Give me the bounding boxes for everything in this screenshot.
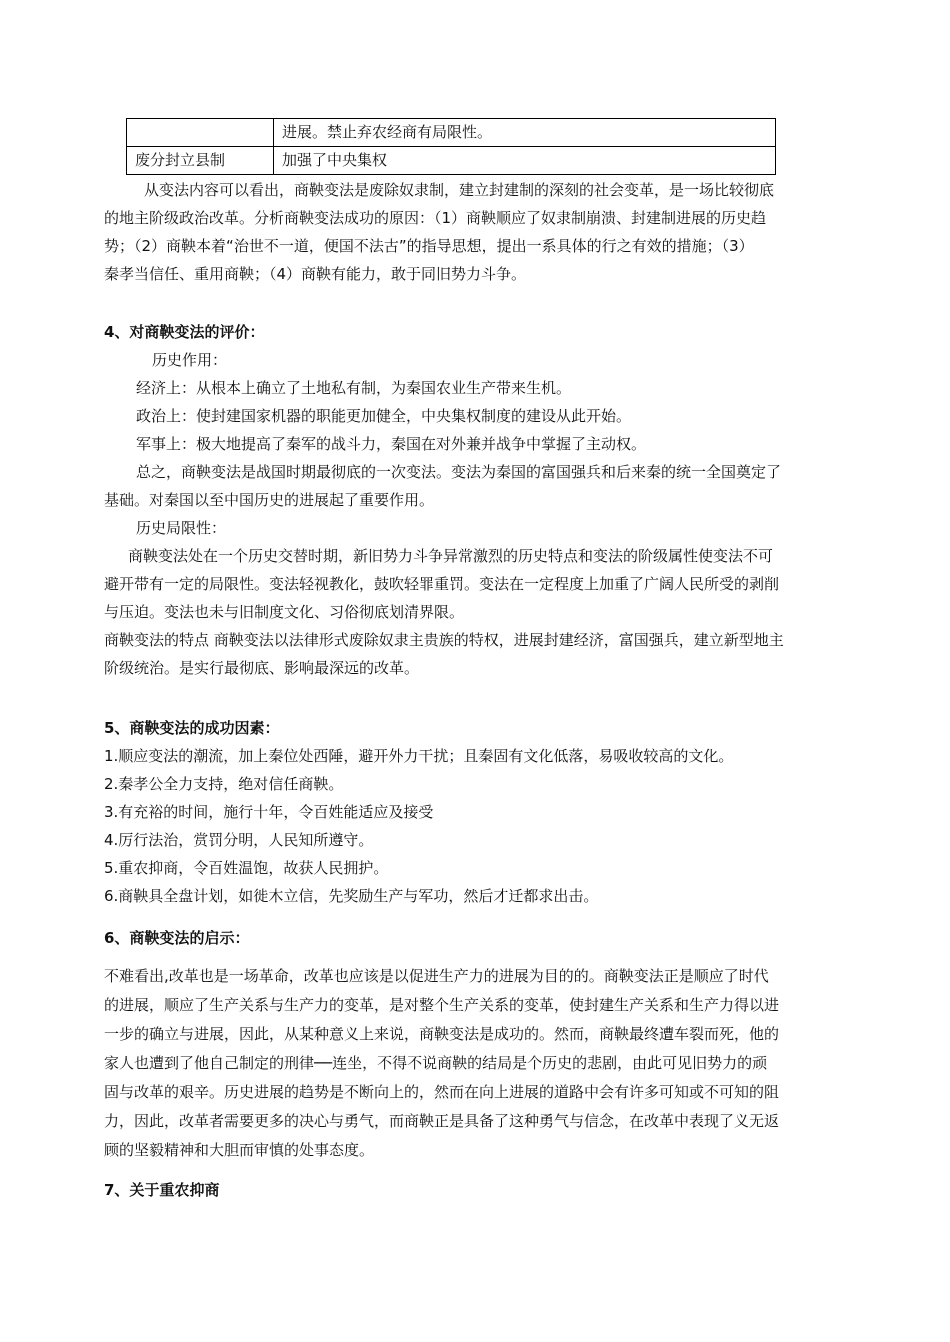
list-item: 3.有充裕的时间，施行十年，令百姓能适应及接受	[104, 803, 434, 821]
paragraph-line: 历史作用：	[152, 351, 228, 369]
section-heading: 4、对商鞅变法的评价：	[104, 323, 265, 341]
paragraph-line: 顾的坚毅精神和大胆而审慎的处事态度。	[104, 1141, 375, 1159]
list-item: 5.重农抑商，令百姓温饱，故获人民拥护。	[104, 859, 389, 877]
paragraph-line: 一步的确立与进展，因此，从某种意义上来说，商鞅变法是成功的。然而，商鞅最终遭车裂而死，他的	[104, 1025, 780, 1043]
reform-table	[126, 118, 776, 175]
table-cell-desc: 加强了中央集权	[274, 147, 776, 175]
paragraph-line: 固与改革的艰辛。历史进展的趋势是不断向上的，然而在向上进展的道路中会有许多可知或不可知的阻	[104, 1083, 780, 1101]
table-row	[127, 119, 776, 147]
paragraph-line: 阶级统治。是实行最彻底、影响最深远的改革。	[104, 659, 420, 677]
paragraph-line: 军事上：极大地提高了秦军的战斗力，秦国在对外兼并战争中掌握了主动权。	[136, 435, 647, 453]
analysis-line: 势；（2）商鞅本着“治世不一道，便国不法古”的指导思想，提出一系具体的行之有效的措施；（3）	[104, 237, 754, 255]
list-item: 1.顺应变法的潮流，加上秦位处西陲，避开外力干扰；且秦固有文化低落，易吸收较高的文化。	[104, 747, 734, 765]
paragraph-line: 商鞅变法的特点 商鞅变法以法律形式废除奴隶主贵族的特权，进展封建经济，富国强兵，建立新型地主	[104, 631, 784, 649]
paragraph-line: 避开带有一定的局限性。变法轻视教化，鼓吹轻罪重罚。变法在一定程度上加重了广阔人民所受的剥削	[104, 575, 780, 593]
table-cell-item: 废分封立县制	[127, 147, 274, 175]
analysis-line: 秦孝当信任、重用商鞅；（4）商鞅有能力，敢于同旧势力斗争。	[104, 265, 527, 283]
analysis-line: 的地主阶级政治改革。分析商鞅变法成功的原因：（1）商鞅顺应了奴隶制崩溃、封建制进展的历史趋	[104, 209, 767, 227]
paragraph-line: 家人也遭到了他自己制定的刑律──连坐，不得不说商鞅的结局是个历史的悲剧，由此可见旧势力的顽	[104, 1054, 768, 1072]
analysis-line: 从变法内容可以看出，商鞅变法是废除奴隶制，建立封建制的深刻的社会变革，是一场比较彻底	[144, 181, 775, 199]
paragraph-line: 经济上：从根本上确立了土地私有制，为秦国农业生产带来生机。	[136, 379, 572, 397]
table-cell-desc: 进展。禁止弃农经商有局限性。	[274, 119, 776, 147]
paragraph-line: 历史局限性：	[136, 519, 227, 537]
list-item: 6.商鞅具全盘计划，如徙木立信，先奖励生产与军功，然后才迁都求出击。	[104, 887, 599, 905]
paragraph-line: 不难看出,改革也是一场革命，改革也应该是以促进生产力的进展为目的的。商鞅变法正是顺应了时代	[104, 967, 769, 985]
paragraph-line: 政治上：使封建国家机器的职能更加健全，中央集权制度的建设从此开始。	[136, 407, 632, 425]
paragraph-line: 与压迫。变法也未与旧制度文化、习俗彻底划清界限。	[104, 603, 465, 621]
section-heading: 6、商鞅变法的启示：	[104, 929, 250, 947]
list-item: 4.厉行法治，赏罚分明，人民知所遵守。	[104, 831, 374, 849]
section-heading: 5、商鞅变法的成功因素：	[104, 719, 280, 737]
list-item: 2.秦孝公全力支持，绝对信任商鞅。	[104, 775, 344, 793]
paragraph-line: 力，因此，改革者需要更多的决心与勇气，而商鞅正是具备了这种勇气与信念，在改革中表现了义无返	[104, 1112, 780, 1130]
paragraph-line: 的进展，顺应了生产关系与生产力的变革，是对整个生产关系的变革，使封建生产关系和生产力得以进	[104, 996, 780, 1014]
section-heading: 7、关于重农抑商	[104, 1181, 220, 1199]
paragraph-line: 总之，商鞅变法是战国时期最彻底的一次变法。变法为秦国的富国强兵和后来秦的统一全国奠定了	[136, 463, 782, 481]
paragraph-line: 商鞅变法处在一个历史交替时期，新旧势力斗争异常激烈的历史特点和变法的阶级属性使变法不可	[128, 547, 774, 565]
table-cell-item	[127, 119, 274, 147]
table-row	[127, 147, 776, 175]
paragraph-line: 基础。对秦国以至中国历史的进展起了重要作用。	[104, 491, 435, 509]
